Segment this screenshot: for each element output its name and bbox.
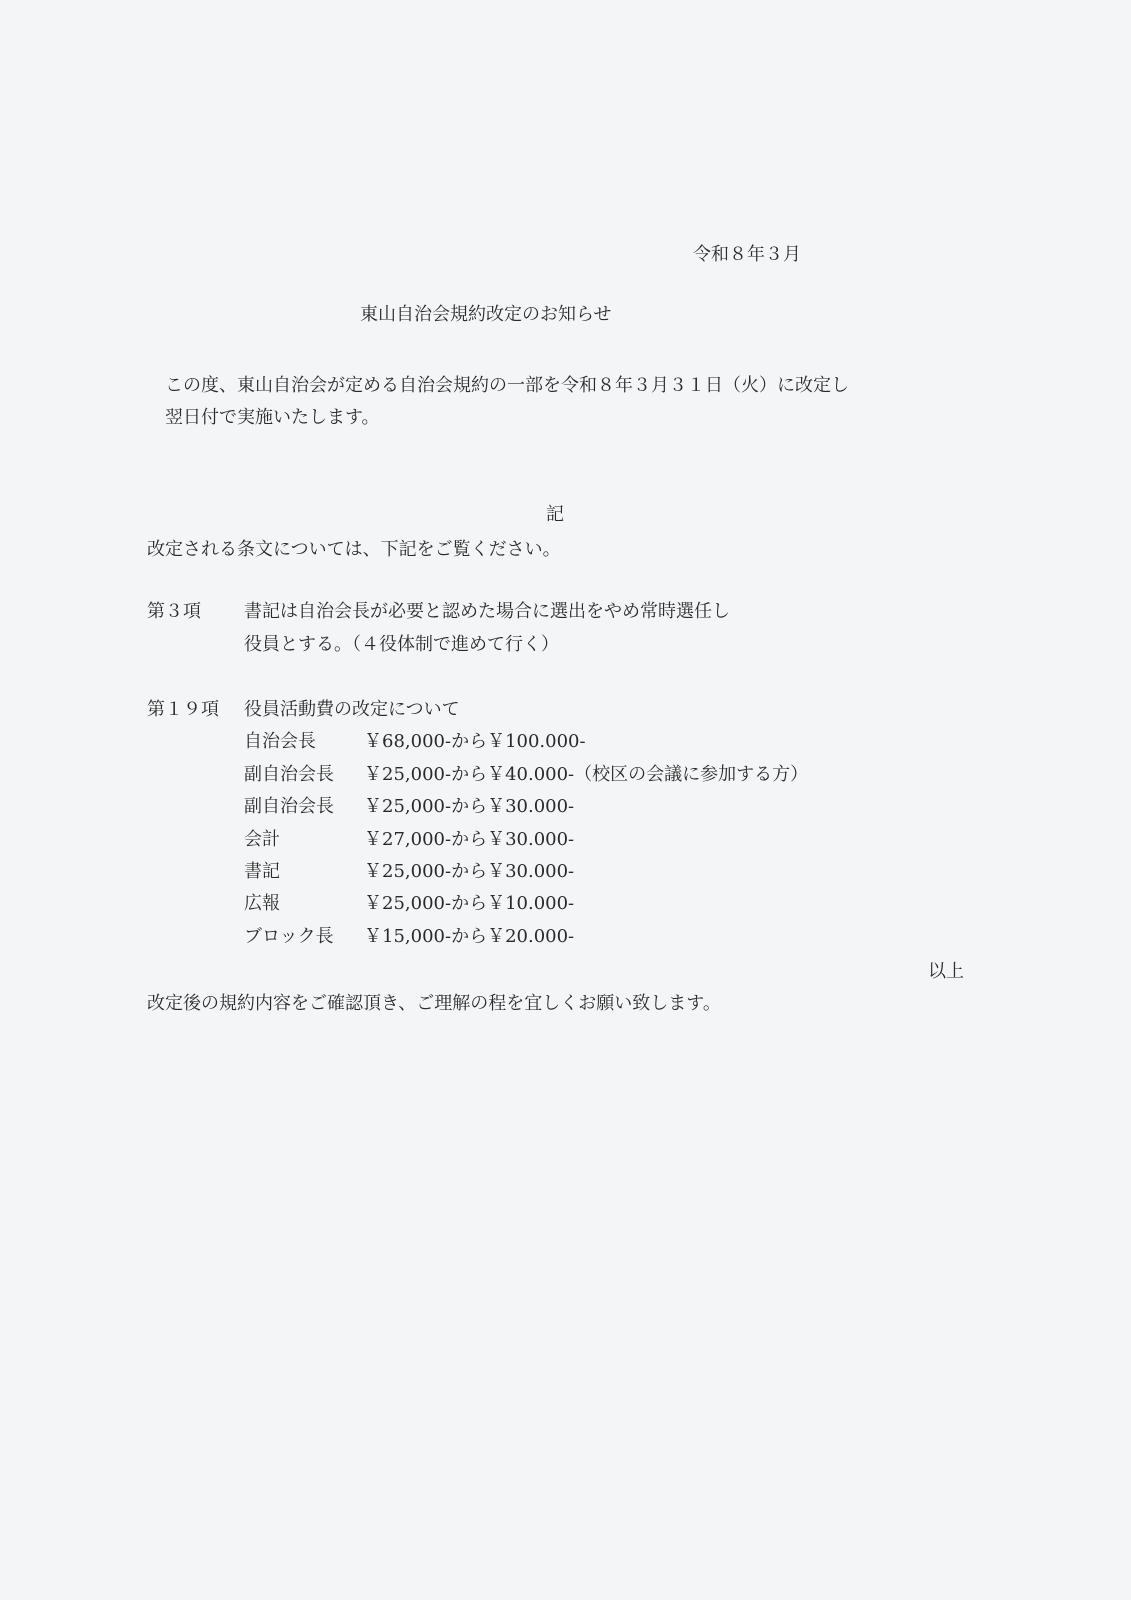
fee-amount: ￥25,000-から￥10.000- (364, 893, 575, 914)
document-title: 東山自治会規約改定のお知らせ (360, 304, 612, 325)
fee-amount: ￥15,000-から￥20.000- (364, 926, 575, 947)
fee-amount: ￥25,000-から￥40.000-（校区の会議に参加する方） (364, 764, 809, 785)
ijou-text: 以上 (928, 961, 964, 982)
item19-heading: 役員活動費の改定について (244, 699, 460, 720)
item19-label: 第１９項 (147, 699, 219, 720)
ki-heading: 記 (546, 504, 564, 525)
fee-amount: ￥25,000-から￥30.000- (364, 861, 575, 882)
lead-text: 改定される条文については、下記をご覧ください。 (147, 539, 561, 560)
fee-role: 広報 (244, 893, 280, 914)
intro-line-1: この度、東山自治会が定める自治会規約の一部を令和８年３月３１日（火）に改定し (165, 375, 849, 396)
item3-label: 第３項 (147, 601, 201, 622)
fee-amount: ￥68,000-から￥100.000- (364, 731, 586, 752)
closing-text: 改定後の規約内容をご確認頂き、ご理解の程を宜しくお願い致します。 (147, 993, 721, 1014)
item3-line-2: 役員とする。（４役体制で進めて行く） (244, 634, 559, 655)
fee-role: 会計 (244, 829, 280, 850)
fee-role: 自治会長 (244, 731, 316, 752)
intro-line-2: 翌日付で実施いたします。 (165, 407, 380, 428)
fee-role: 書記 (244, 861, 280, 882)
fee-amount: ￥25,000-から￥30.000- (364, 796, 575, 817)
document-date: 令和８年３月 (693, 244, 801, 265)
fee-role: 副自治会長 (244, 764, 334, 785)
item3-line-1: 書記は自治会長が必要と認めた場合に選出をやめ常時選任し (244, 601, 730, 622)
fee-role: ブロック長 (244, 926, 334, 947)
fee-amount: ￥27,000-から￥30.000- (364, 829, 575, 850)
fee-role: 副自治会長 (244, 796, 334, 817)
